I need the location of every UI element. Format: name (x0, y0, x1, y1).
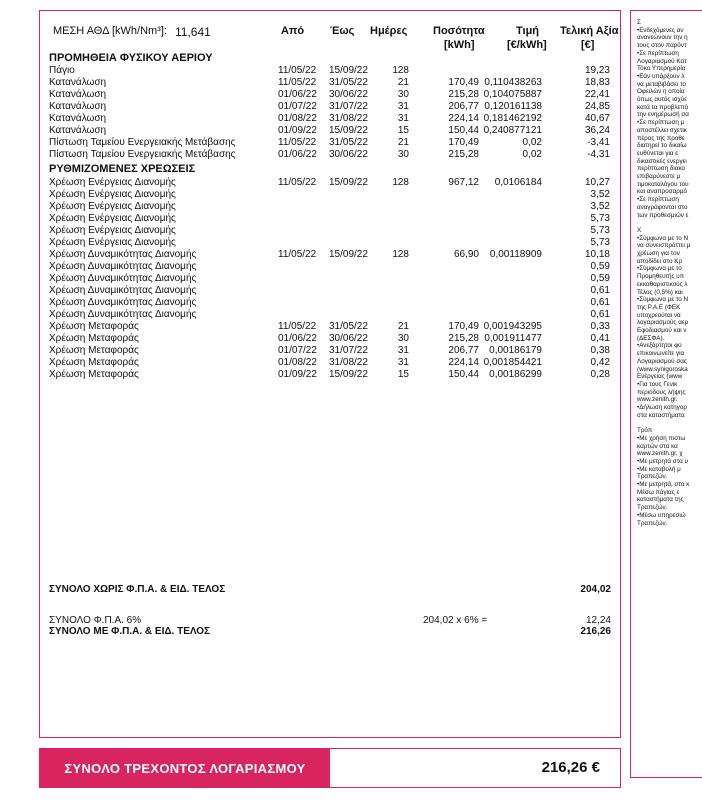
terms-info-panel (630, 10, 702, 778)
line-item-to-date: 15/09/22 (329, 177, 368, 188)
line-item-quantity: 66,90 (453, 249, 479, 260)
info-text-line: Τέλος (0,5%) και (637, 288, 683, 296)
info-text-line: www.zenith.gr. (637, 396, 678, 404)
info-text-line: •Με μετρητά στα υ (637, 457, 688, 465)
info-text-line: •Για τους Γενικ (637, 380, 678, 388)
line-item-description: Χρέωση Ενέργειας Διανομής (49, 177, 176, 188)
line-item-total: 5,73 (590, 237, 610, 248)
info-text-line: καρτών στα κα (637, 442, 678, 450)
line-item-row (49, 357, 619, 369)
line-item-row (49, 149, 619, 161)
line-item-total: 0,28 (590, 369, 610, 380)
line-item-unit-price: 0,001911477 (484, 333, 542, 344)
line-item-total: 22,41 (584, 89, 610, 100)
current-account-total (39, 748, 621, 788)
vat-label: ΣΥΝΟΛΟ Φ.Π.Α. 6% (49, 615, 142, 626)
info-text-line: •Με καταβολή μ (637, 465, 681, 473)
line-item-from-date: 01/09/22 (278, 369, 317, 380)
line-item-total: -3,41 (587, 137, 610, 148)
line-item-to-date: 30/06/22 (329, 149, 368, 160)
vat-value: 12,24 (585, 615, 611, 626)
line-item-row (49, 201, 619, 213)
line-item-row (49, 101, 619, 113)
line-item-description: Πίστωση Ταμείου Ενεργειακής Μετάβασης (49, 137, 236, 148)
line-item-total: 5,73 (590, 213, 610, 224)
info-text-line: Ενέργειας (www (637, 373, 683, 381)
col-header-to: Έως (330, 25, 355, 37)
col-header-days: Ημέρες (370, 25, 408, 37)
info-text-line: και αναπροσαρμό (637, 188, 687, 196)
line-item-unit-price: 0,00118909 (489, 249, 542, 260)
info-text-line: να μεταβιβάσει το (637, 80, 687, 88)
line-item-total: 0,33 (590, 321, 610, 332)
line-item-unit-price: 0,001854421 (483, 357, 542, 368)
info-text-line: •Εάν υπάρξουν λ (637, 72, 685, 80)
info-text-line: •Ενδεχόμενες αν (637, 26, 684, 34)
col-header-qty: Ποσότητα (433, 25, 485, 37)
line-item-days: 128 (392, 177, 409, 188)
line-item-unit-price: 0,001943295 (483, 321, 542, 332)
info-text-line: •Δήλωση κατηγορ (637, 404, 687, 411)
info-text-line: Σ (637, 19, 641, 26)
info-text-line: καταστήματα της (637, 496, 684, 504)
line-item-row (49, 213, 619, 225)
line-item-to-date: 15/09/22 (329, 369, 368, 380)
line-item-from-date: 11/05/22 (278, 137, 317, 148)
line-item-description: Χρέωση Μεταφοράς (49, 357, 139, 368)
info-text-line: της Ρ.Α.Ε (ΦΕΚ (637, 303, 681, 311)
line-item-description: Κατανάλωση (49, 77, 107, 88)
line-item-total: 10,18 (584, 249, 610, 260)
line-item-description: Χρέωση Δυναμικότητας Διανομής (49, 273, 197, 284)
info-text-line: τους στον παρόντ (637, 42, 687, 50)
line-item-days: 21 (397, 321, 409, 332)
line-item-from-date: 01/06/22 (278, 89, 317, 100)
line-item-to-date: 30/06/22 (329, 333, 368, 344)
line-item-from-date: 11/05/22 (278, 321, 317, 332)
line-item-row (49, 273, 619, 285)
info-text-line: να συνεισπράττει μ (637, 242, 691, 250)
line-item-to-date: 31/07/22 (329, 101, 368, 112)
info-text-line: υποχρεούται να (637, 311, 681, 319)
line-item-to-date: 31/05/22 (329, 77, 368, 88)
line-item-total: 18,83 (584, 77, 610, 88)
line-item-description: Πίστωση Ταμείου Ενεργειακής Μετάβασης (49, 149, 236, 160)
line-item-to-date: 15/09/22 (329, 125, 368, 136)
info-text-line: Χ (637, 226, 642, 234)
line-item-unit-price: 0,104075887 (483, 89, 542, 100)
line-item-total: 0,59 (590, 261, 610, 272)
line-item-quantity: 215,28 (448, 89, 479, 100)
total-with-vat-label: ΣΥΝΟΛΟ ΜΕ Φ.Π.Α. & ΕΙΔ. ΤΕΛΟΣ (49, 626, 211, 637)
line-item-unit-price: 0,02 (522, 137, 542, 148)
line-item-days: 31 (397, 357, 409, 368)
info-text-line: Οφειλών η οποία (637, 88, 685, 96)
col-header-qty-unit: [kWh] (444, 39, 475, 51)
line-item-to-date: 31/08/22 (329, 357, 368, 368)
line-item-from-date: 01/06/22 (278, 149, 317, 160)
line-item-quantity: 170,49 (448, 321, 479, 332)
info-text-line: στα καταστήματα (637, 411, 685, 419)
line-item-description: Χρέωση Μεταφοράς (49, 369, 139, 380)
line-item-total: 24,85 (584, 101, 610, 112)
line-item-from-date: 01/09/22 (278, 125, 317, 136)
line-item-unit-price: 0,110438263 (484, 77, 542, 88)
line-item-quantity: 150,44 (448, 125, 479, 136)
line-item-row (49, 237, 619, 249)
info-text-line: περίπτωση διακο (637, 165, 686, 173)
line-item-total: 10,27 (584, 177, 610, 188)
line-item-description: Κατανάλωση (49, 101, 107, 112)
line-item-days: 30 (397, 333, 409, 344)
line-item-total: 0,42 (590, 357, 610, 368)
line-item-unit-price: 0,181462192 (483, 113, 542, 124)
line-item-row (49, 249, 619, 261)
info-text-line: Λογαριασμού σας (637, 357, 687, 365)
line-item-days: 31 (397, 113, 409, 124)
avg-calorific-value: 11,641 (175, 25, 211, 39)
line-item-quantity: 170,49 (448, 137, 479, 148)
line-item-row (49, 321, 619, 333)
info-text-line: κατά τα προβλεπό (637, 103, 689, 111)
line-item-total: 3,52 (590, 201, 610, 212)
line-item-days: 31 (397, 101, 409, 112)
line-item-total: 0,59 (590, 273, 610, 284)
line-item-days: 21 (397, 137, 409, 148)
line-item-description: Χρέωση Δυναμικότητας Διανομής (49, 285, 197, 296)
info-text-line: τιμοκαταλόγου του (637, 180, 689, 188)
total-with-vat-value: 216,26 (580, 626, 611, 637)
line-item-description: Χρέωση Μεταφοράς (49, 321, 139, 332)
line-item-from-date: 01/07/22 (278, 101, 317, 112)
line-item-to-date: 31/08/22 (329, 113, 368, 124)
line-item-description: Πάγιο (49, 65, 75, 76)
line-item-total: 0,38 (590, 345, 610, 356)
line-item-to-date: 15/09/22 (329, 65, 368, 76)
total-without-vat-value: 204,02 (580, 584, 611, 595)
line-item-from-date: 01/07/22 (278, 345, 317, 356)
line-item-row (49, 333, 619, 345)
line-item-from-date: 11/05/22 (278, 249, 317, 260)
line-item-days: 15 (397, 125, 409, 136)
line-item-row (49, 77, 619, 89)
info-text-line: •Σε περίπτωση (637, 196, 679, 204)
line-item-quantity: 215,28 (448, 149, 479, 160)
col-header-total: Τελική Αξία (560, 25, 619, 37)
bill-details-panel (39, 10, 621, 738)
line-item-unit-price: 0,00186299 (489, 369, 542, 380)
info-text-line: λογαριασμούς αερ (637, 319, 689, 327)
info-text-line: •Μέσω υπηρεσιώ (637, 511, 686, 519)
col-header-total-unit: [€] (581, 39, 595, 51)
line-item-row (49, 113, 619, 125)
line-item-days: 21 (397, 77, 409, 88)
current-total-label: ΣΥΝΟΛΟ ΤΡΕΧΟΝΤΟΣ ΛΟΓΑΡΙΑΣΜΟΥ (40, 749, 330, 787)
line-item-total: -4,31 (587, 149, 610, 160)
line-item-from-date: 11/05/22 (278, 177, 317, 188)
info-text-line: •Με μετρητά, στα κ (637, 481, 690, 488)
info-text-line: ευθύνεται για ε (637, 149, 679, 157)
info-text-line: επικοινωνείτε για (637, 350, 685, 358)
line-item-quantity: 170,49 (448, 77, 479, 88)
info-text-line: •Σύμφωνα με το Ν (637, 234, 689, 242)
info-text-line: Τρόπ (637, 427, 653, 435)
info-text-line: (ΔΕΣΦΑ). (637, 334, 665, 342)
info-text-line: •Σε περίπτωση μ (637, 119, 685, 127)
line-item-from-date: 01/08/22 (278, 113, 317, 124)
info-text-line: Τραπεζών. (637, 504, 668, 512)
line-item-description: Χρέωση Ενέργειας Διανομής (49, 189, 176, 200)
line-item-total: 5,73 (590, 225, 610, 236)
line-item-total: 36,24 (584, 125, 610, 136)
info-text-line: Εφοδιασμού και ν (637, 327, 687, 334)
info-text-line: ανανεώνουν την η (637, 34, 688, 42)
info-text-line: www.zenith.gr, χ (637, 450, 683, 458)
info-text-line: Τραπεζών. (637, 473, 668, 481)
line-item-quantity: 150,44 (448, 369, 479, 380)
line-item-row (49, 309, 619, 321)
line-item-description: Χρέωση Ενέργειας Διανομής (49, 225, 176, 236)
info-text-line: όπως αυτός ισχύε (637, 96, 688, 103)
line-item-to-date: 30/06/22 (329, 89, 368, 100)
info-text-line: •Με χρήση πιστω (637, 434, 686, 442)
line-item-row (49, 89, 619, 101)
line-item-total: 0,61 (590, 309, 610, 320)
info-text-line: Τόκο Υπερημερία (637, 65, 686, 73)
line-item-unit-price: 0,00186179 (489, 345, 542, 356)
info-text-line: χρέωση για τον (637, 250, 680, 257)
line-item-row (49, 225, 619, 237)
info-text-line: περιόδους λήψης (637, 388, 686, 396)
info-text-line: την ενημέρωσή σα (637, 111, 689, 119)
line-item-quantity: 215,28 (448, 333, 479, 344)
line-item-total: 0,61 (590, 297, 610, 308)
line-item-from-date: 11/05/22 (278, 65, 317, 76)
line-item-description: Χρέωση Ενέργειας Διανομής (49, 213, 176, 224)
info-text-line: εκκαθαριστικούς λ (637, 280, 688, 288)
info-text-line: των προθεσμιών ε (637, 211, 689, 219)
line-item-row (49, 345, 619, 357)
line-item-days: 128 (392, 65, 409, 76)
current-total-value: 216,26 € (541, 759, 600, 776)
line-item-from-date: 01/08/22 (278, 357, 317, 368)
line-item-quantity: 206,77 (448, 345, 479, 356)
line-item-unit-price: 0,240877121 (483, 125, 542, 136)
info-text-line: διατηρεί το δικαίω (637, 142, 687, 150)
col-header-price-unit: [€/kWh] (507, 39, 547, 51)
col-header-price: Τιμή (516, 25, 540, 37)
line-item-total: 19,23 (584, 65, 610, 76)
info-text-line: πέρας της προθε (637, 134, 685, 142)
line-item-description: Χρέωση Μεταφοράς (49, 333, 139, 344)
line-item-row (49, 65, 619, 77)
info-text-line: Μέσω πάγιας ε (637, 488, 680, 496)
info-text-line: •Σε περίπτωση (637, 49, 679, 57)
line-item-quantity: 224,14 (448, 113, 479, 124)
line-item-to-date: 31/05/22 (329, 321, 368, 332)
col-header-from: Από (281, 25, 305, 37)
line-item-description: Χρέωση Ενέργειας Διανομής (49, 237, 176, 248)
line-item-quantity: 206,77 (448, 101, 479, 112)
line-item-description: Χρέωση Δυναμικότητας Διανομής (49, 261, 197, 272)
line-item-row (49, 285, 619, 297)
info-text-line: •Σύμφωνα με το (637, 265, 682, 273)
line-item-days: 128 (392, 249, 409, 260)
total-without-vat-label: ΣΥΝΟΛΟ ΧΩΡΙΣ Φ.Π.Α. & ΕΙΔ. ΤΕΛΟΣ (49, 584, 226, 595)
info-text-line: επιβαρύνεστε μ (637, 173, 681, 180)
line-item-description: Κατανάλωση (49, 125, 107, 136)
line-item-description: Κατανάλωση (49, 89, 107, 100)
line-item-row (49, 369, 619, 381)
line-item-row (49, 125, 619, 137)
line-item-from-date: 11/05/22 (278, 77, 317, 88)
line-item-description: Χρέωση Μεταφοράς (49, 345, 139, 356)
info-text-line: αναγράφονται στο (637, 203, 688, 211)
vat-calculation: 204,02 x 6% = (423, 615, 488, 626)
line-item-from-date: 01/06/22 (278, 333, 317, 344)
line-item-unit-price: 0,0106184 (494, 177, 542, 188)
line-item-unit-price: 0,02 (522, 149, 542, 160)
info-text-line: Λογαριασμού Κατ (637, 57, 687, 65)
line-item-description: Κατανάλωση (49, 113, 107, 124)
line-item-description: Χρέωση Δυναμικότητας Διανομής (49, 309, 197, 320)
line-item-to-date: 15/09/22 (329, 249, 368, 260)
line-item-description: Χρέωση Ενέργειας Διανομής (49, 201, 176, 212)
line-item-row (49, 177, 619, 189)
info-text-line: Τραπεζών. (637, 519, 668, 527)
line-item-row (49, 137, 619, 149)
line-item-row (49, 297, 619, 309)
line-item-description: Χρέωση Δυναμικότητας Διανομής (49, 249, 197, 260)
line-item-quantity: 967,12 (448, 177, 479, 188)
line-item-description: Χρέωση Δυναμικότητας Διανομής (49, 297, 197, 308)
line-item-total: 0,41 (590, 333, 610, 344)
line-item-row (49, 261, 619, 273)
line-item-total: 0,61 (590, 285, 610, 296)
line-item-to-date: 31/05/22 (329, 137, 368, 148)
line-item-days: 31 (397, 345, 409, 356)
section-title-regulated: ΡΥΘΜΙΖΟΜΕΝΕΣ ΧΡΕΩΣΕΙΣ (49, 163, 196, 175)
info-text-line: αποδίδει στο Κρ (637, 257, 683, 265)
line-item-unit-price: 0,120161138 (484, 101, 542, 112)
avg-calorific-label: ΜΕΣΗ ΑΘΔ [kWh/Nm³]: (53, 25, 167, 37)
line-item-quantity: 224,14 (448, 357, 479, 368)
line-item-days: 30 (397, 89, 409, 100)
line-item-to-date: 31/07/22 (329, 345, 368, 356)
line-item-days: 30 (397, 149, 409, 160)
line-item-total: 40,67 (584, 113, 610, 124)
line-item-days: 15 (397, 369, 409, 380)
line-item-total: 3,52 (590, 189, 610, 200)
info-text-line: (www.synigoroska (637, 365, 688, 373)
line-item-row (49, 189, 619, 201)
info-text-line: •Σύμφωνα με το Ν (637, 296, 689, 304)
info-text-line: αποστέλλει σχετικ (637, 126, 687, 134)
section-title-supply: ΠΡΟΜΗΘΕΙΑ ΦΥΣΙΚΟΥ ΑΕΡΙΟΥ (49, 52, 213, 64)
info-text-line: δικαστικές ενεργει (637, 157, 687, 165)
info-text-line: Προμηθευτής υπ (637, 273, 685, 281)
info-text-line: •Ανεξάρτητοι φο (637, 342, 682, 350)
